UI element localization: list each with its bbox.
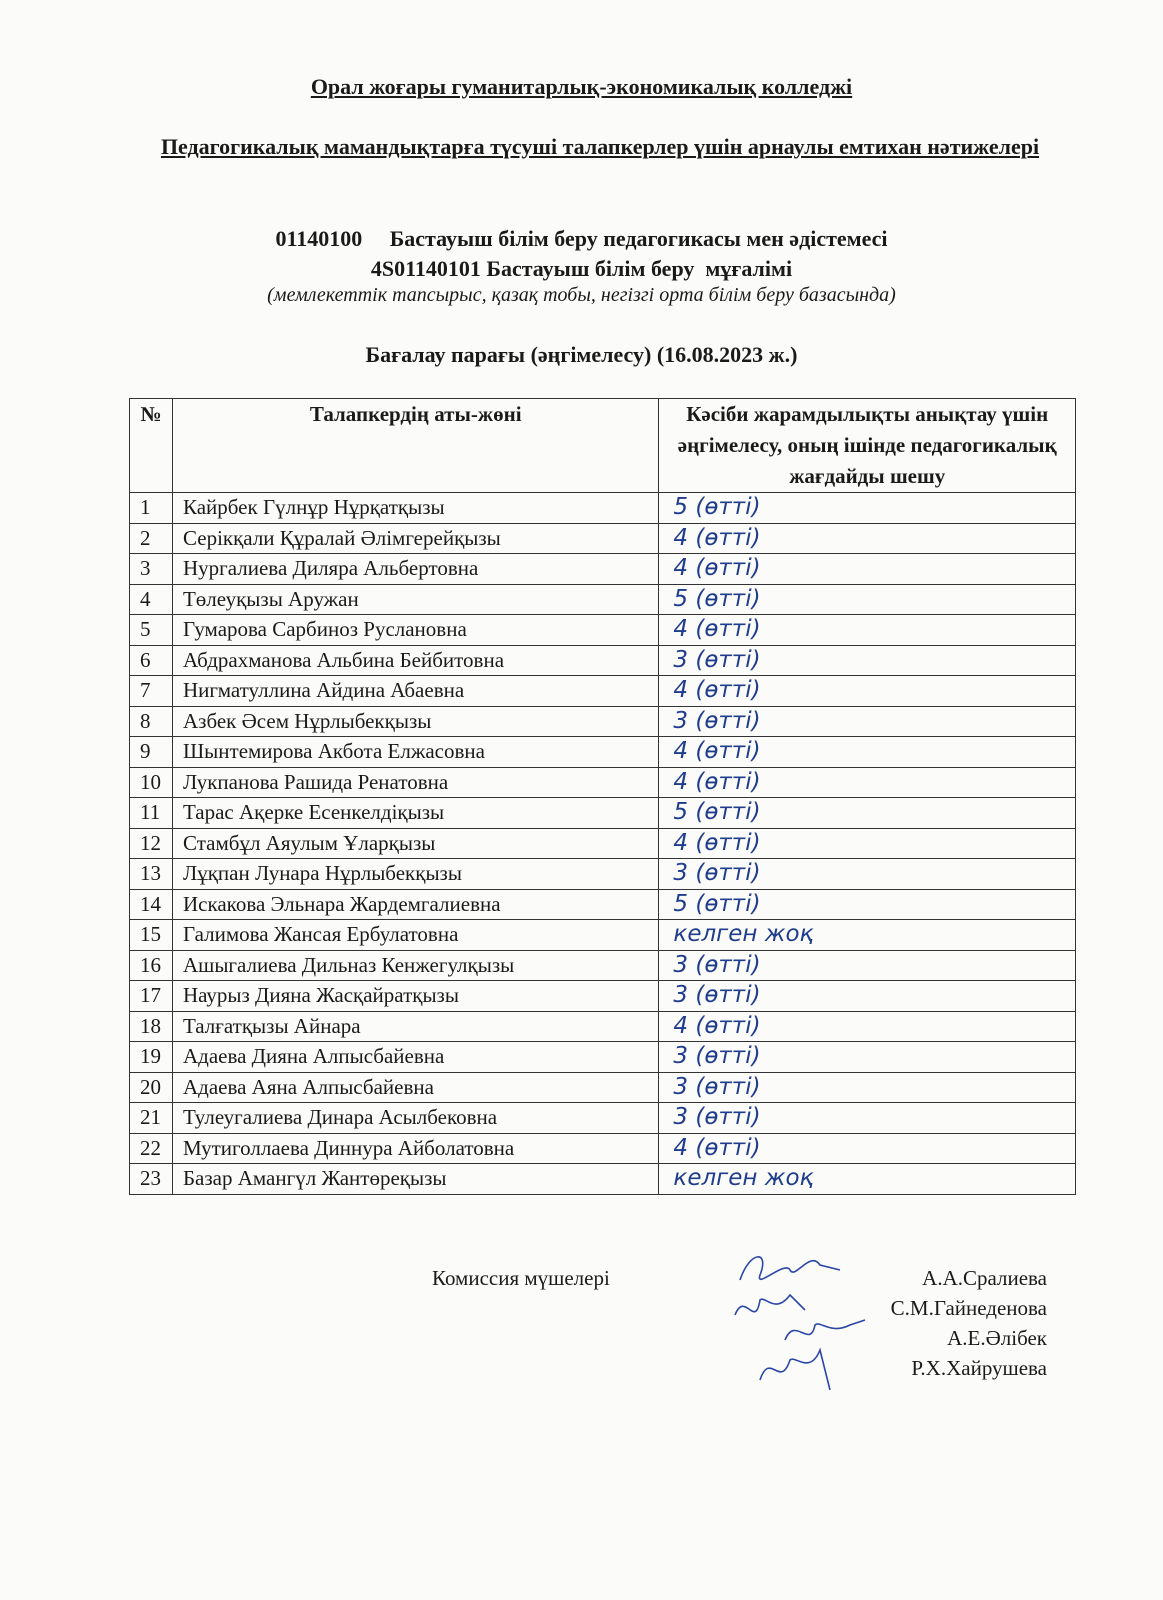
row-score: 5 (өтті) [659, 584, 1076, 615]
subtitle: (мемлекеттік тапсырыс, қазақ тобы, негізгі орта білім беру базасында) [267, 284, 896, 306]
table-row [130, 1164, 1076, 1195]
row-name: Нургалиева Диляра Альбертовна [172, 554, 658, 585]
row-name: Лұқпан Лунара Нұрлыбекқызы [172, 859, 658, 890]
header-num: № [130, 399, 173, 493]
row-name: Азбек Әсем Нұрлыбекқызы [172, 706, 658, 737]
row-name: Мутиголлаева Диннура Айболатовна [172, 1133, 658, 1164]
row-num: 4 [130, 584, 173, 615]
row-score: 4 (өтті) [659, 767, 1076, 798]
table-row [130, 493, 1076, 524]
row-name: Тарас Ақерке Есенкелдіқызы [172, 798, 658, 829]
row-name: Стамбұл Аяулым Ұларқызы [172, 828, 658, 859]
row-score: 4 (өтті) [659, 554, 1076, 585]
table-row [130, 798, 1076, 829]
row-score: 4 (өтті) [659, 1011, 1076, 1042]
results-table [129, 398, 1076, 1195]
program-line: 01140100 Бастауыш білім беру педагогикасы мен әдістемесі [275, 226, 888, 251]
row-num: 9 [130, 737, 173, 768]
row-num: 8 [130, 706, 173, 737]
row-score: 3 (өтті) [659, 1103, 1076, 1134]
row-name: Нигматуллина Айдина Абаевна [172, 676, 658, 707]
table-row [130, 1103, 1076, 1134]
table-row [130, 889, 1076, 920]
table-row [130, 828, 1076, 859]
row-name: Төлеуқызы Аружан [172, 584, 658, 615]
signature-2 [735, 1295, 805, 1315]
row-name: Адаева Дияна Алпысбайевна [172, 1042, 658, 1073]
table-row [130, 706, 1076, 737]
row-name: Ашыгалиева Дильназ Кенжегулқызы [172, 950, 658, 981]
table-row [130, 737, 1076, 768]
row-num: 14 [130, 889, 173, 920]
row-score: келген жоқ [659, 920, 1076, 951]
table-row [130, 981, 1076, 1012]
header-name: Талапкердің аты-жөні [172, 399, 658, 493]
college-name: Орал жоғары гуманитарлық-экономикалық колледжі [310, 74, 853, 99]
row-num: 22 [130, 1133, 173, 1164]
row-name: Тулеугалиева Динара Асылбековна [172, 1103, 658, 1134]
row-name: Кайрбек Гүлнұр Нұрқатқызы [172, 493, 658, 524]
row-score: 4 (өтті) [659, 1133, 1076, 1164]
row-num: 23 [130, 1164, 173, 1195]
row-name: Шынтемирова Акбота Елжасовна [172, 737, 658, 768]
row-score: 3 (өтті) [659, 645, 1076, 676]
exam-title: Педагогикалық мамандықтарға түсуші талапкерлер үшін арнаулы емтихан нәтижелері [160, 134, 1040, 159]
row-name: Абдрахманова Альбина Бейбитовна [172, 645, 658, 676]
row-num: 1 [130, 493, 173, 524]
row-num: 7 [130, 676, 173, 707]
table-row [130, 950, 1076, 981]
member-3: А.Е.Әлібек [947, 1326, 1047, 1350]
table-row [130, 1133, 1076, 1164]
signature-3 [785, 1320, 865, 1340]
row-score: 4 (өтті) [659, 828, 1076, 859]
row-score: 4 (өтті) [659, 676, 1076, 707]
member-2: С.М.Гайнеденова [890, 1296, 1047, 1320]
table-row [130, 645, 1076, 676]
row-score: 4 (өтті) [659, 523, 1076, 554]
table-row [130, 1011, 1076, 1042]
row-num: 10 [130, 767, 173, 798]
row-name: Гумарова Сарбиноз Руслановна [172, 615, 658, 646]
commission-label: Комиссия мүшелері [432, 1266, 610, 1290]
row-num: 11 [130, 798, 173, 829]
row-num: 15 [130, 920, 173, 951]
row-num: 6 [130, 645, 173, 676]
table-row [130, 1042, 1076, 1073]
row-name: Искакова Эльнара Жардемгалиевна [172, 889, 658, 920]
row-num: 13 [130, 859, 173, 890]
row-score: 5 (өтті) [659, 889, 1076, 920]
table-row [130, 1072, 1076, 1103]
row-name: Галимова Жансая Ербулатовна [172, 920, 658, 951]
row-num: 5 [130, 615, 173, 646]
row-name: Лукпанова Рашида Ренатовна [172, 767, 658, 798]
row-num: 12 [130, 828, 173, 859]
row-score: 3 (өтті) [659, 1042, 1076, 1073]
table-row [130, 554, 1076, 585]
row-num: 21 [130, 1103, 173, 1134]
signature-1 [740, 1257, 840, 1280]
row-score: 3 (өтті) [659, 950, 1076, 981]
signature-4 [760, 1350, 830, 1390]
table-row [130, 767, 1076, 798]
table-row [130, 920, 1076, 951]
row-num: 18 [130, 1011, 173, 1042]
row-score: 5 (өтті) [659, 493, 1076, 524]
row-name: Базар Амангүл Жантөреқызы [172, 1164, 658, 1195]
row-score: 4 (өтті) [659, 615, 1076, 646]
row-score: 3 (өтті) [659, 1072, 1076, 1103]
table-row [130, 859, 1076, 890]
row-num: 20 [130, 1072, 173, 1103]
row-name: Серікқали Құралай Әлімгерейқызы [172, 523, 658, 554]
row-num: 2 [130, 523, 173, 554]
table-row [130, 523, 1076, 554]
member-1: А.А.Сралиева [922, 1266, 1047, 1290]
row-score: 5 (өтті) [659, 798, 1076, 829]
sheet-title: Бағалау парағы (әңгімелесу) (16.08.2023 ж.) [365, 342, 798, 367]
table-header-row [130, 399, 1076, 493]
row-num: 16 [130, 950, 173, 981]
row-num: 3 [130, 554, 173, 585]
row-num: 17 [130, 981, 173, 1012]
row-score: 4 (өтті) [659, 737, 1076, 768]
row-name: Наурыз Дияна Жасқайратқызы [172, 981, 658, 1012]
table-row [130, 584, 1076, 615]
qualification-line: 4S01140101 Бастауыш білім беру мұғалімі [370, 256, 793, 281]
header-score: Кәсіби жарамдылықты анықтау үшін әңгімелесу, оның ішінде педагогикалық жағдайды шешу [659, 399, 1076, 493]
row-score: 3 (өтті) [659, 706, 1076, 737]
row-num: 19 [130, 1042, 173, 1073]
member-4: Р.Х.Хайрушева [911, 1356, 1047, 1380]
row-name: Талғатқызы Айнара [172, 1011, 658, 1042]
row-score: 3 (өтті) [659, 981, 1076, 1012]
signatures [730, 1240, 870, 1410]
row-score: 3 (өтті) [659, 859, 1076, 890]
table-row [130, 676, 1076, 707]
row-score: келген жоқ [659, 1164, 1076, 1195]
table-row [130, 615, 1076, 646]
row-name: Адаева Аяна Алпысбайевна [172, 1072, 658, 1103]
